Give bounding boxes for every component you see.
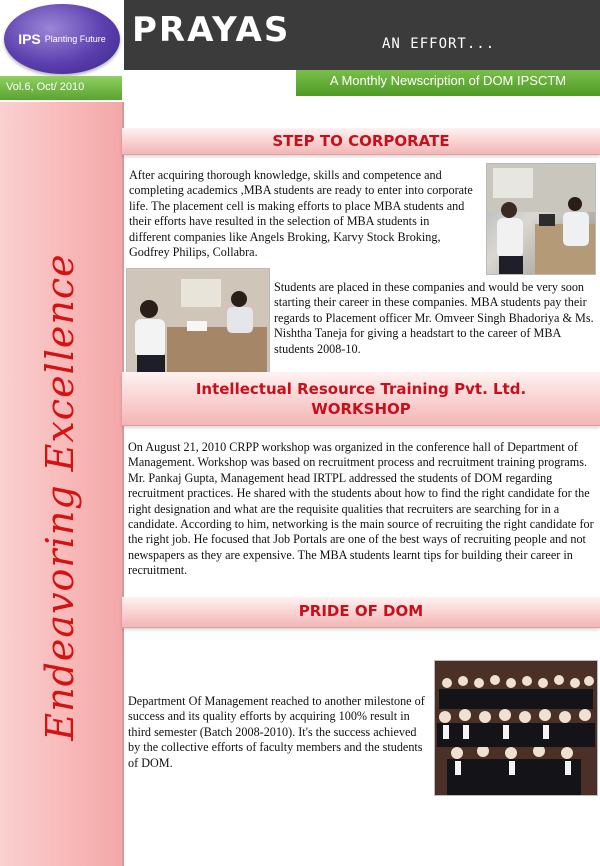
office-scene-illustration bbox=[487, 164, 595, 274]
corporate-paragraph-1: After acquiring thorough knowledge, skills and competence and completing academics ,MBA students are ready to enter into corporate life. The placement cell is making efforts to place MBA students and their efforts have resulted in the selection of MBA students in different companies like Angels Broking, Karvy Stock Broking, Godfrey Philips, Collabra. bbox=[129, 168, 473, 260]
logo-abbr: IPS bbox=[18, 31, 41, 47]
volume-label: Vol.6, Oct/ 2010 bbox=[0, 76, 122, 100]
workshop-heading-line-1: Intellectual Resource Training Pvt. Ltd. bbox=[195, 380, 527, 398]
ips-logo bbox=[4, 4, 120, 74]
section-heading-pride: PRIDE OF DOM bbox=[122, 597, 600, 628]
newscription-banner: A Monthly Newscription of DOM IPSCTM bbox=[296, 70, 600, 96]
section-heading-corporate: STEP TO CORPORATE bbox=[122, 128, 600, 155]
section-heading-workshop bbox=[122, 372, 600, 426]
group-photo bbox=[434, 660, 598, 796]
placement-meeting-photo bbox=[126, 268, 270, 373]
newsletter-title: PRAYAS bbox=[132, 10, 291, 50]
corporate-paragraph-2: Students are placed in these companies and would be very soon starting their career in these companies. MBA students pay their regards to Placement officer Mr. Omveer Singh Bhadoriya & Ms. Nishtha Taneja for giving a headstart to the career of MBA students 2008-10. bbox=[274, 280, 594, 356]
group-scene-illustration bbox=[435, 661, 597, 795]
workshop-heading-line-2: WORKSHOP bbox=[311, 400, 411, 418]
newsletter-subtitle: AN EFFORT... bbox=[382, 36, 496, 52]
workshop-paragraph: On August 21, 2010 CRPP workshop was organized in the conference hall of Department of Management. Workshop was based on recruitment process and recruitment training programs. Mr. Pankaj Gupta, Management head IRTPL addressed the students of DOM regarding recruitment practices. He shared with the students about how to find the right candidate for the right designation and what are the requisite qualities that recruiters are searching for in a candidate. According to him, networking is the main source of recruiting the right candidate for the right job. He focused that Job Portals are one of the best ways of recruiting people and not newspapers as they are expensive. The MBA students learnt tips for building their career in recruitment. bbox=[128, 440, 594, 578]
sidebar-motto: Endeavoring Excellence bbox=[38, 253, 82, 741]
placement-interview-photo bbox=[486, 163, 596, 275]
meeting-scene-illustration bbox=[127, 269, 269, 372]
pride-paragraph: Department Of Management reached to another milestone of success and its quality efforts by acquiring 100% result in third semester (Batch 2008-2010). It's the success achieved by the collective efforts of faculty members and the students of DOM. bbox=[128, 694, 425, 770]
logo-tagline: Planting Future bbox=[44, 34, 106, 44]
